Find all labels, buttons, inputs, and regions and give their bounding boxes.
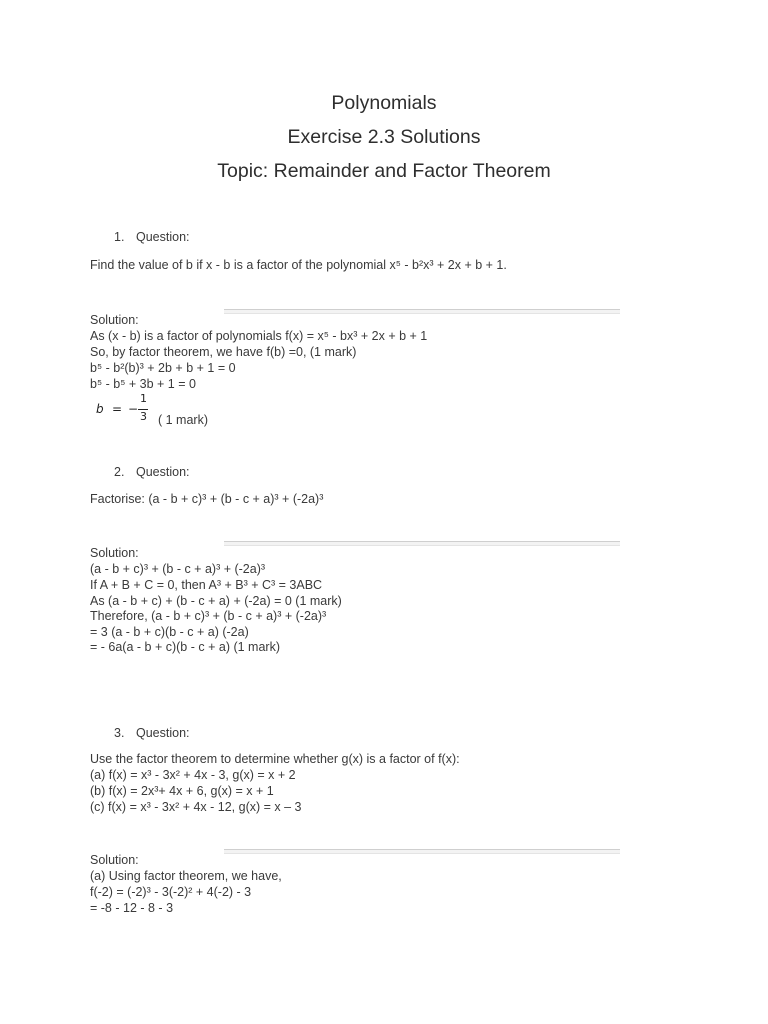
question-1-label: Question: bbox=[136, 230, 190, 244]
question-2-label: Question: bbox=[136, 465, 190, 479]
title-subject: Polynomials bbox=[331, 92, 437, 114]
question-1-number: 1. bbox=[114, 230, 125, 244]
fraction-sign: − bbox=[128, 402, 139, 416]
solution-1-line: So, by factor theorem, we have f(b) =0, (1 mark) bbox=[90, 345, 357, 359]
solution-2-line: = 3 (a - b + c)(b - c + a) (-2a) bbox=[90, 625, 249, 639]
fraction-numerator: 1 bbox=[140, 392, 147, 405]
solution-3-label: Solution: bbox=[90, 853, 139, 867]
solution-3-line: = -8 - 12 - 8 - 3 bbox=[90, 901, 174, 915]
solution-1-line: b⁵ - b⁵ + 3b + 1 = 0 bbox=[90, 377, 196, 391]
title-topic: Topic: Remainder and Factor Theorem bbox=[217, 160, 551, 182]
title-exercise: Exercise 2.3 Solutions bbox=[287, 126, 481, 148]
question-3-heading bbox=[114, 726, 190, 740]
question-2-number: 2. bbox=[114, 465, 125, 479]
divider bbox=[224, 309, 620, 314]
solution-3-line: f(-2) = (-2)³ - 3(-2)² + 4(-2) - 3 bbox=[90, 885, 252, 899]
solution-1-line: b⁵ - b²(b)³ + 2b + b + 1 = 0 bbox=[90, 361, 236, 375]
solution-2-line: (a - b + c)³ + (b - c + a)³ + (-2a)³ bbox=[90, 562, 266, 576]
solution-1-label: Solution: bbox=[90, 313, 139, 327]
question-3-number: 3. bbox=[114, 726, 125, 740]
solution-1-line: As (x - b) is a factor of polynomials f(x) = x⁵ - bx³ + 2x + b + 1 bbox=[90, 329, 428, 343]
question-3-text: (c) f(x) = x³ - 3x² + 4x - 12, g(x) = x – 3 bbox=[90, 800, 302, 814]
solution-2-line: = - 6a(a - b + c)(b - c + a) (1 mark) bbox=[90, 640, 280, 654]
question-1-heading bbox=[114, 230, 190, 244]
question-2-text: Factorise: (a - b + c)³ + (b - c + a)³ + (-2a)³ bbox=[90, 492, 324, 506]
divider bbox=[224, 849, 620, 854]
fraction-denominator: 3 bbox=[140, 410, 147, 423]
question-3-text: (a) f(x) = x³ - 3x² + 4x - 3, g(x) = x + 2 bbox=[90, 768, 296, 782]
solution-1-final-mark: ( 1 mark) bbox=[158, 413, 208, 427]
solution-2-line: Therefore, (a - b + c)³ + (b - c + a)³ + (-2a)³ bbox=[90, 609, 327, 623]
question-3-text: Use the factor theorem to determine whether g(x) is a factor of f(x): bbox=[90, 752, 460, 766]
solution-3-line: (a) Using factor theorem, we have, bbox=[90, 869, 282, 883]
solution-2-label: Solution: bbox=[90, 546, 139, 560]
question-1-text: Find the value of b if x - b is a factor of the polynomial x⁵ - b²x³ + 2x + b + 1. bbox=[90, 258, 507, 272]
divider bbox=[224, 541, 620, 546]
fraction-variable: b bbox=[96, 402, 104, 416]
fraction-equals: = bbox=[112, 402, 123, 416]
solution-2-line: As (a - b + c) + (b - c + a) + (-2a) = 0 (1 mark) bbox=[90, 594, 342, 608]
question-2-heading bbox=[114, 465, 190, 479]
question-3-label: Question: bbox=[136, 726, 190, 740]
solution-2-line: If A + B + C = 0, then A³ + B³ + C³ = 3ABC bbox=[90, 578, 323, 592]
question-3-text: (b) f(x) = 2x³+ 4x + 6, g(x) = x + 1 bbox=[90, 784, 274, 798]
